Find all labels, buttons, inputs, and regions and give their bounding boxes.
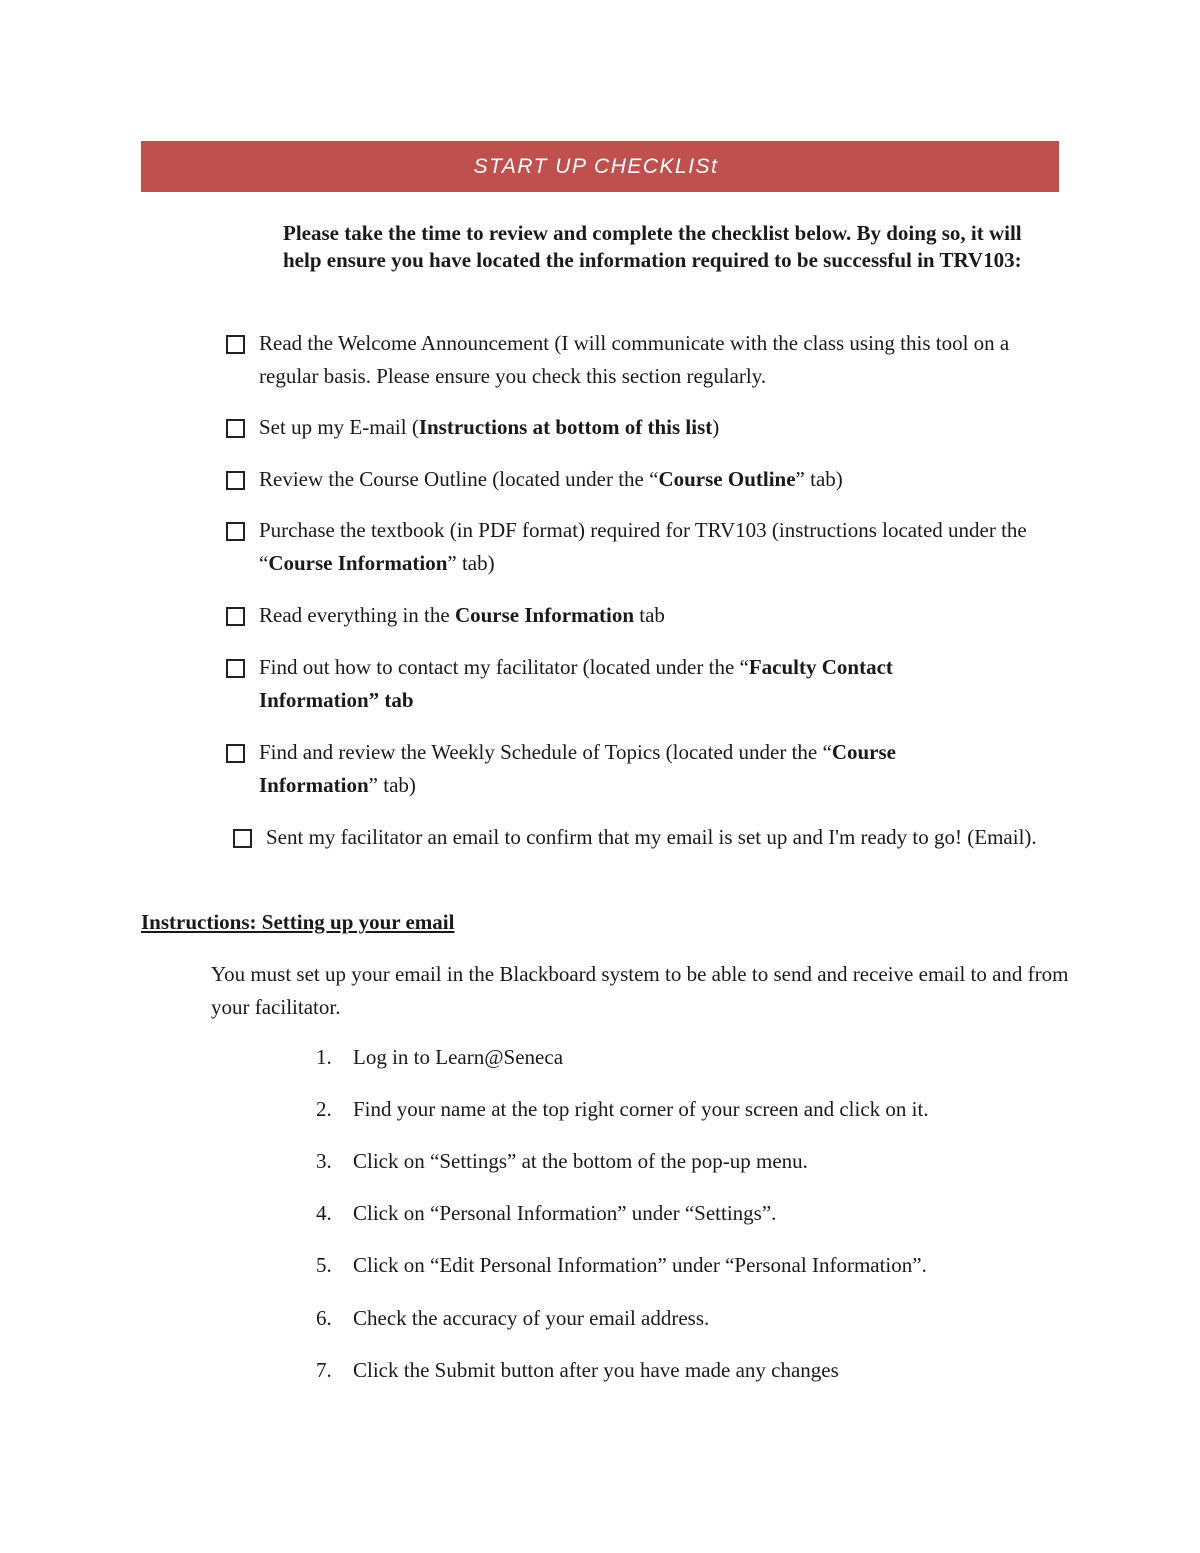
checklist-item <box>226 514 1066 580</box>
checklist-item <box>226 411 1066 444</box>
step-number: 1. <box>316 1045 332 1069</box>
checklist-item-segment: Faculty Contact Information” tab <box>259 655 893 712</box>
checklist-item-segment: Find out how to contact my facilitator (located under the “ <box>259 655 749 679</box>
checklist-item-segment: Set up my E-mail ( <box>259 415 419 439</box>
list-item <box>316 1250 1076 1280</box>
list-item <box>316 1198 1076 1228</box>
checklist-item-text <box>259 463 1066 496</box>
step-number: 7. <box>316 1358 332 1382</box>
list-item <box>316 1146 1076 1176</box>
checklist-item-segment: Read everything in the <box>259 603 455 627</box>
checkbox[interactable] <box>226 419 245 438</box>
list-item <box>316 1094 1076 1124</box>
checklist-item-segment: Course Outline <box>658 467 796 491</box>
checklist-item <box>226 736 996 802</box>
checkbox[interactable] <box>233 829 252 848</box>
step-text: Click on “Personal Information” under “Settings”. <box>353 1201 777 1225</box>
checklist-item <box>226 599 1066 632</box>
list-item <box>316 1303 1076 1333</box>
step-text: Find your name at the top right corner of your screen and click on it. <box>353 1097 929 1121</box>
step-number: 5. <box>316 1253 332 1277</box>
checkbox[interactable] <box>226 607 245 626</box>
checklist-item-segment: Purchase the textbook (in PDF format) required for TRV103 (instructions located under the “ <box>259 518 1027 575</box>
checklist-item-text <box>259 514 1066 580</box>
instructions-heading: Instructions: Setting up your email <box>141 910 455 934</box>
checklist-item <box>233 821 1063 854</box>
list-item <box>316 1355 1076 1385</box>
checklist-item <box>226 463 1066 496</box>
checklist-item-text <box>266 821 1063 854</box>
checkbox[interactable] <box>226 522 245 541</box>
checklist-item-segment: Read the Welcome Announcement (I will communicate with the class using this tool on a regular basis. Please ensure you check this section regularly. <box>259 331 1010 388</box>
step-number: 2. <box>316 1097 332 1121</box>
checkbox[interactable] <box>226 471 245 490</box>
checklist-item-segment: Course Information <box>259 740 896 797</box>
checklist-item-segment: ” tab) <box>795 467 843 491</box>
instructions-paragraph: You must set up your email in the Blackboard system to be able to send and receive email to and from your facilitator. <box>211 962 1069 1019</box>
step-text: Check the accuracy of your email address. <box>353 1306 710 1330</box>
step-number: 6. <box>316 1306 332 1330</box>
checklist-item-text <box>259 651 986 717</box>
checklist-item-segment: Sent my facilitator an email to confirm that my email is set up and I'm ready to go! (Email). <box>266 825 1037 849</box>
intro-text: Please take the time to review and complete the checklist below. By doing so, it will help ensure you have located the information required to be successful in TRV103: <box>283 221 1022 272</box>
step-number: 3. <box>316 1149 332 1173</box>
checklist-item-text <box>259 327 1066 393</box>
checklist-item-text <box>259 599 1066 632</box>
step-text: Click on “Settings” at the bottom of the pop-up menu. <box>353 1149 808 1173</box>
checklist-item-text <box>259 736 996 802</box>
checklist-item-segment: ” tab) <box>368 773 416 797</box>
banner-title: START UP CHECKLISt <box>473 154 719 178</box>
step-text: Log in to Learn@Seneca <box>353 1045 564 1069</box>
step-text: Click the Submit button after you have made any changes <box>353 1358 839 1382</box>
checklist-item-segment: ) <box>712 415 720 439</box>
checklist-item <box>226 327 1066 393</box>
checkbox[interactable] <box>226 659 245 678</box>
checkbox[interactable] <box>226 744 245 763</box>
checklist-item-segment: Instructions at bottom of this list <box>418 415 713 439</box>
checklist-item-segment: tab <box>634 603 665 627</box>
checklist-item-text <box>259 411 1066 444</box>
checkbox[interactable] <box>226 335 245 354</box>
checklist-item <box>226 651 986 717</box>
checklist-item-segment: Find and review the Weekly Schedule of Topics (located under the “ <box>259 740 832 764</box>
checklist-item-segment: Course Information <box>268 551 448 575</box>
step-number: 4. <box>316 1201 332 1225</box>
step-text: Click on “Edit Personal Information” under “Personal Information”. <box>353 1253 927 1277</box>
list-item <box>316 1042 1076 1072</box>
checklist-item-segment: Review the Course Outline (located under the “ <box>259 467 659 491</box>
checklist-item-segment: ” tab) <box>447 551 495 575</box>
checklist-item-segment: Course Information <box>454 603 635 627</box>
